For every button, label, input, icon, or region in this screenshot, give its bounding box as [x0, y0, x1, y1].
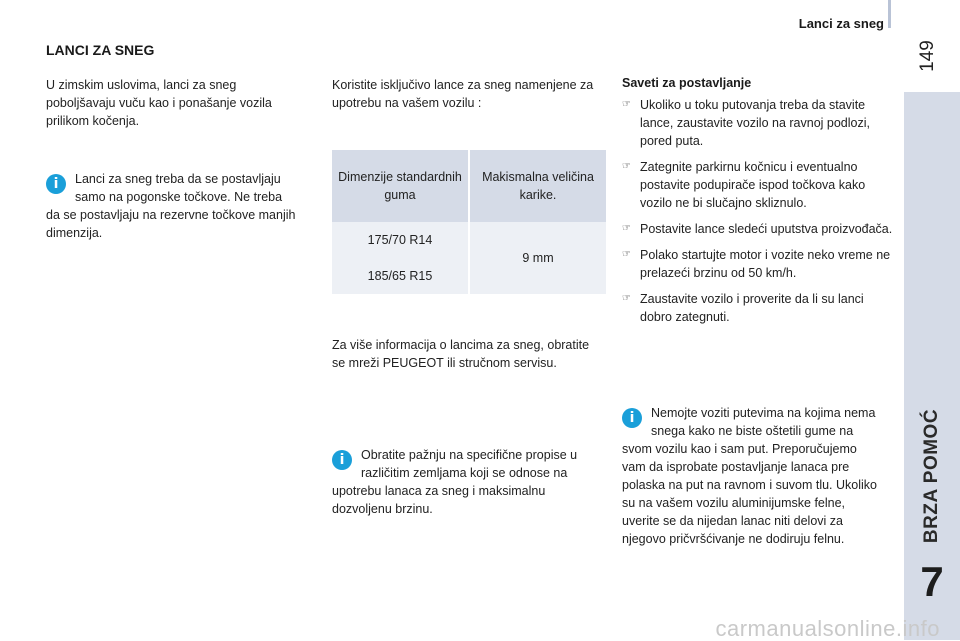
watermark: carmanualsonline.info: [715, 616, 940, 641]
middle-intro-paragraph: Koristite isključivo lance za sneg namenjene za upotrebu na vašem vozilu :: [332, 78, 594, 110]
info-icon: i: [622, 408, 642, 428]
tips-list: [622, 96, 898, 334]
page-header-title: Lanci za sneg: [798, 16, 884, 31]
chapter-number: 7: [920, 558, 944, 605]
note-drive-wheels: [46, 170, 296, 242]
list-item: [622, 158, 898, 212]
pointing-hand-icon: ☞: [622, 293, 631, 304]
table-cell-tire-size: 185/65 R15: [332, 258, 469, 294]
table-header-tire-size: Dimenzije standardnih guma: [332, 150, 469, 222]
note-regulations: [332, 446, 588, 518]
list-item: [622, 290, 898, 326]
section-label: [904, 392, 960, 560]
note-regulations-text: Obratite pažnju na specifične propise u različitim zemljama koji se odnose na upotrebu lanaca za sneg i maksimalnu dozvoljenu brzinu.: [332, 448, 578, 516]
list-item: [622, 96, 898, 150]
pointing-hand-icon: ☞: [622, 99, 631, 110]
note-drive-wheels-text: Lanci za sneg treba da se postavljaju samo na pogonske točkove. Ne treba da se postavljaju na rezervne točkove manjih dimenzija.: [46, 172, 296, 240]
note-no-snow: [622, 404, 878, 548]
tips-title: Saveti za postavljanje: [622, 76, 752, 90]
table-header-row: [332, 150, 606, 222]
list-item: [622, 220, 898, 238]
info-icon: i: [332, 450, 352, 470]
pointing-hand-icon: ☞: [622, 223, 631, 234]
note-no-snow-text: Nemojte voziti putevima na kojima nema snega kako ne biste oštetili gume na svom vozilu kao i sam put. Preporučujemo vam da isprobate postavljanje lanaca pre polaska na put na ravnom i suvom tlu. Ukoliko su na vašem vozilu aluminijumske felne, uverite se da nijedan lanac niti delovi za njegovo pričvršćivanje ne dodiruju felnu.: [622, 406, 877, 546]
intro-paragraph: U zimskim uslovima, lanci za sneg poboljšavaju vuču kao i ponašanje vozila prilikom kočenja.: [46, 78, 272, 128]
table-header-link-size: Makismalna veličina karike.: [469, 150, 606, 222]
page-title: LANCI ZA SNEG: [46, 42, 155, 58]
pointing-hand-icon: ☞: [622, 161, 631, 172]
list-item-text: Ukoliko u toku putovanja treba da stavite lance, zaustavite vozilo na ravnoj podlozi, pored puta.: [640, 98, 870, 148]
list-item-text: Zategnite parkirnu kočnicu i eventualno postavite podupirače ispod točkova kako vozilo ne bi slučajno skliznulo.: [640, 160, 866, 210]
list-item-text: Zaustavite vozilo i proverite da li su lanci dobro zategnuti.: [640, 292, 864, 324]
list-item-text: Postavite lance sledeći uputstva proizvođača.: [640, 222, 893, 236]
info-icon: i: [46, 174, 66, 194]
list-item-text: Polako startujte motor i vozite neko vreme ne prelazeći brzinu od 50 km/h.: [640, 248, 891, 280]
section-label-text: BRZA POMOĆ: [921, 408, 942, 544]
tire-chain-table: [332, 150, 606, 294]
table-row: [332, 222, 606, 258]
pointing-hand-icon: ☞: [622, 249, 631, 260]
list-item: [622, 246, 898, 282]
header-divider: [888, 0, 891, 28]
more-info-paragraph: Za više informacija o lancima za sneg, obratite se mreži PEUGEOT ili stručnom servisu.: [332, 338, 590, 370]
page-number: 149: [917, 40, 938, 72]
table-cell-link-size: 9 mm: [469, 222, 606, 294]
table-cell-tire-size: 175/70 R14: [332, 222, 469, 258]
